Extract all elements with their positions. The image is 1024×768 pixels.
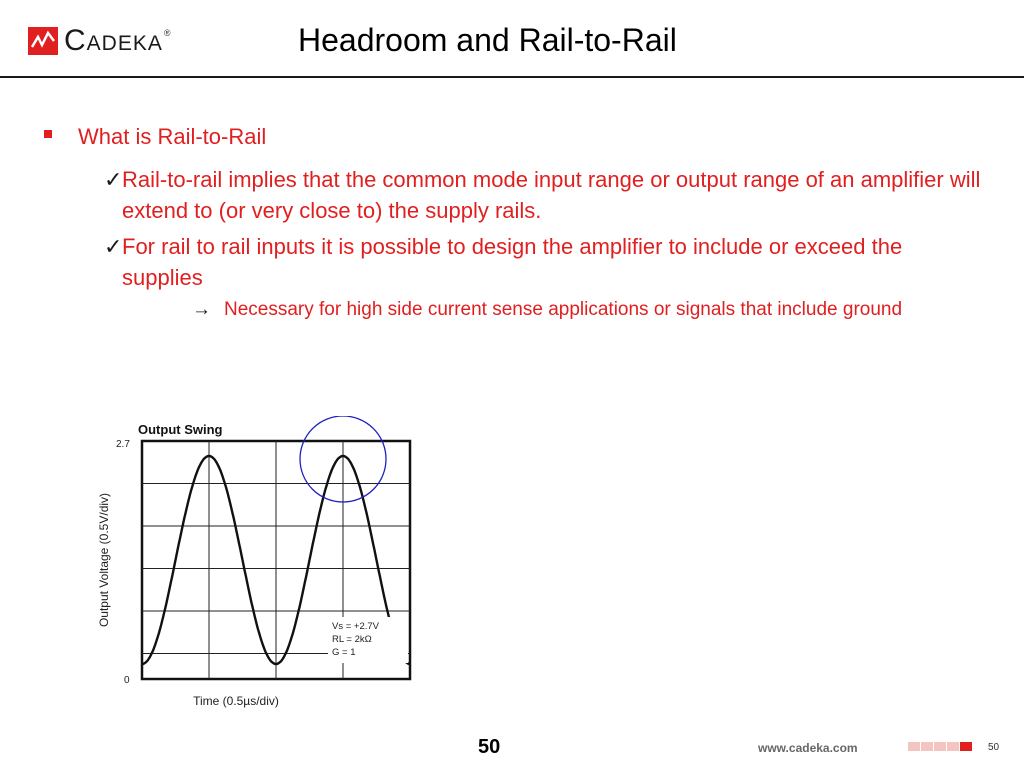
legend-entry: RL = 2kΩ xyxy=(332,634,372,645)
y-tick-label: 2.7 xyxy=(116,439,130,450)
sub-bullet-text: For rail to rail inputs it is possible to design the amplifier to include or exceed the supplies xyxy=(122,234,903,290)
logo-text: Cadeka xyxy=(64,24,163,57)
footer-mark-icon xyxy=(960,742,972,751)
output-swing-chart xyxy=(92,416,422,712)
footer-mark-icon xyxy=(908,742,920,751)
footer-logo-marks xyxy=(908,742,972,751)
y-axis-label: Output Voltage (0.5V/div) xyxy=(97,492,111,628)
sub-sub-bullet-text: Necessary for high side current sense applications or signals that include ground xyxy=(224,299,903,320)
bullet-text: What is Rail-to-Rail xyxy=(78,124,267,149)
legend-entry: G = 1 xyxy=(332,647,356,658)
x-axis-label: Time (0.5µs/div) xyxy=(193,694,279,708)
footer-url: www.cadeka.com xyxy=(758,741,858,755)
y-tick-label: 0 xyxy=(124,675,130,686)
square-bullet-icon xyxy=(44,130,52,138)
check-icon: ✓ xyxy=(104,167,123,192)
footer-mark-icon xyxy=(934,742,946,751)
page-title: Headroom and Rail-to-Rail xyxy=(298,22,677,58)
page-number: 50 xyxy=(478,736,501,758)
logo-mark-icon xyxy=(28,27,58,55)
arrow-icon: → xyxy=(192,299,211,320)
footer-page-number: 50 xyxy=(988,742,1000,753)
sub-bullet-text: Rail-to-rail implies that the common mode input range or output range of an amplifier will extend to (or very close to) the supply rails. xyxy=(122,167,981,223)
chart-title: Output Swing xyxy=(138,422,223,437)
cadeka-logo xyxy=(28,24,171,58)
check-icon: ✓ xyxy=(104,234,123,259)
legend-entry: Vs = +2.7V xyxy=(332,621,380,632)
footer-mark-icon xyxy=(921,742,933,751)
header-divider xyxy=(0,76,1024,78)
logo-registered: ® xyxy=(163,28,171,38)
footer-mark-icon xyxy=(947,742,959,751)
